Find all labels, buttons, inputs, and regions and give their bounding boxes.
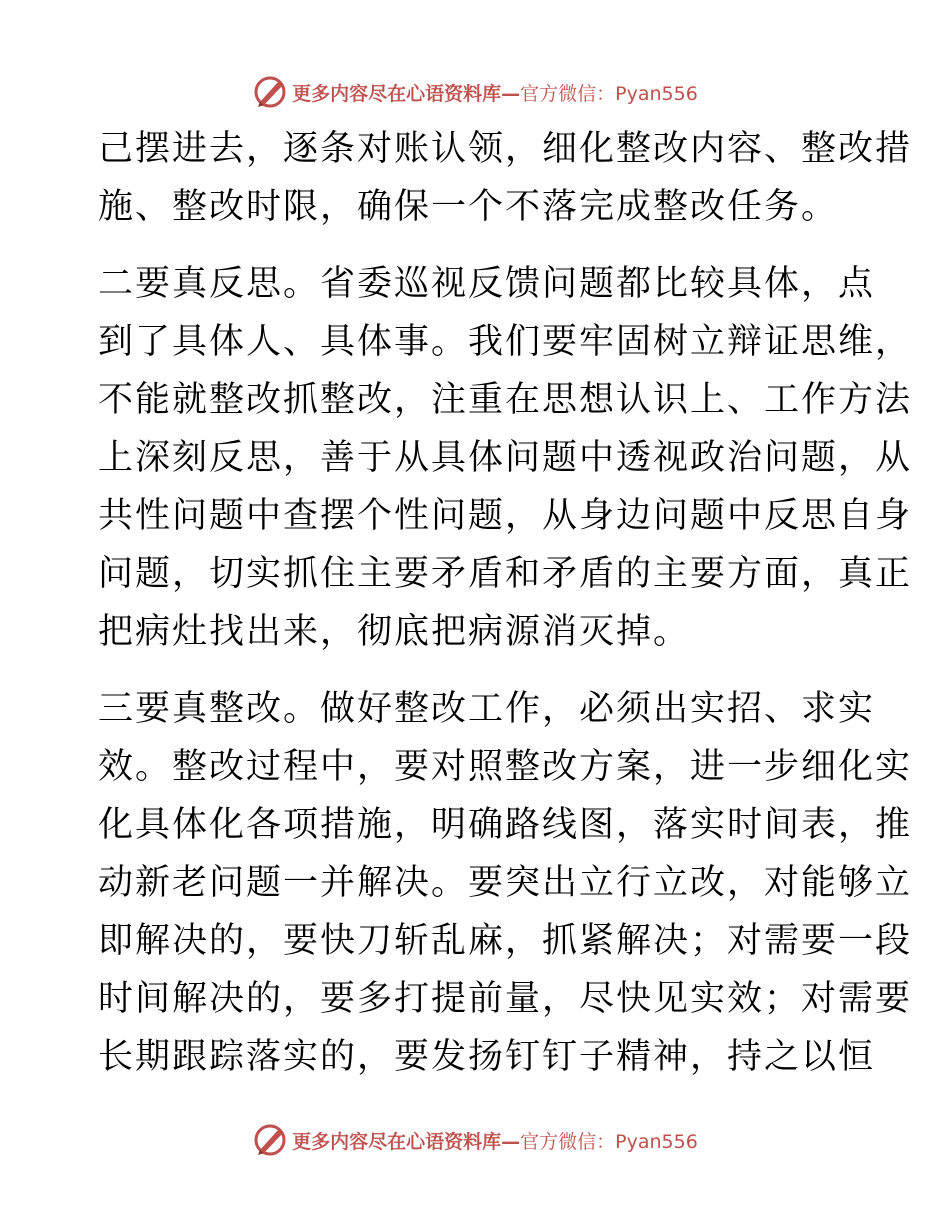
paragraph-3: [98, 680, 913, 1086]
footer-banner: [0, 1120, 950, 1160]
paragraph-line: 动新老问题一并解决。要突出立行立改，对能够立: [98, 863, 913, 903]
paragraph-line: 问题，切实抓住主要矛盾和矛盾的主要方面，真正: [98, 554, 913, 594]
paragraph-line: 三要真整改。做好整改工作，必须出实招、求实: [98, 689, 876, 729]
document-body: [98, 120, 913, 1086]
paragraph-line: 上深刻反思，善于从具体问题中透视政治问题，从: [98, 438, 913, 478]
paragraph-line: 不能就整改抓整改，注重在思想认识上、工作方法: [98, 380, 913, 420]
footer-banner-text: 更多内容尽在心语资料库—: [292, 1130, 521, 1153]
paragraph-line: 化具体化各项措施，明确路线图，落实时间表，推: [98, 805, 913, 845]
footer-banner-contact: 官方微信：Pyan556: [520, 1130, 698, 1153]
pen-logo-icon: [252, 74, 288, 110]
paragraph-line: 己摆进去，逐条对账认领，细化整改内容、整改措: [98, 129, 913, 169]
paragraph-line: 时间解决的，要多打提前量，尽快见实效；对需要: [98, 979, 913, 1019]
paragraph-line: 二要真反思。省委巡视反馈问题都比较具体，点: [98, 264, 876, 304]
paragraph-line: 到了具体人、具体事。我们要牢固树立辩证思维，: [98, 322, 913, 362]
paragraph-1: [98, 120, 913, 236]
paragraph-line: 效。整改过程中，要对照整改方案，进一步细化实: [98, 747, 913, 787]
paragraph-line: 把病灶找出来，彻底把病源消灭掉。: [98, 612, 691, 652]
header-banner: [0, 72, 950, 112]
pen-logo-icon: [252, 1122, 288, 1158]
paragraph-2: [98, 255, 913, 661]
paragraph-line: 长期跟踪落实的，要发扬钉钉子精神，持之以恒: [98, 1037, 876, 1077]
header-banner-contact: 官方微信：Pyan556: [520, 82, 698, 105]
header-banner-text: 更多内容尽在心语资料库—: [292, 82, 521, 105]
paragraph-line: 即解决的，要快刀斩乱麻，抓紧解决；对需要一段: [98, 921, 913, 961]
paragraph-line: 共性问题中查摆个性问题，从身边问题中反思自身: [98, 496, 913, 536]
paragraph-line: 施、整改时限，确保一个不落完成整改任务。: [98, 187, 839, 227]
